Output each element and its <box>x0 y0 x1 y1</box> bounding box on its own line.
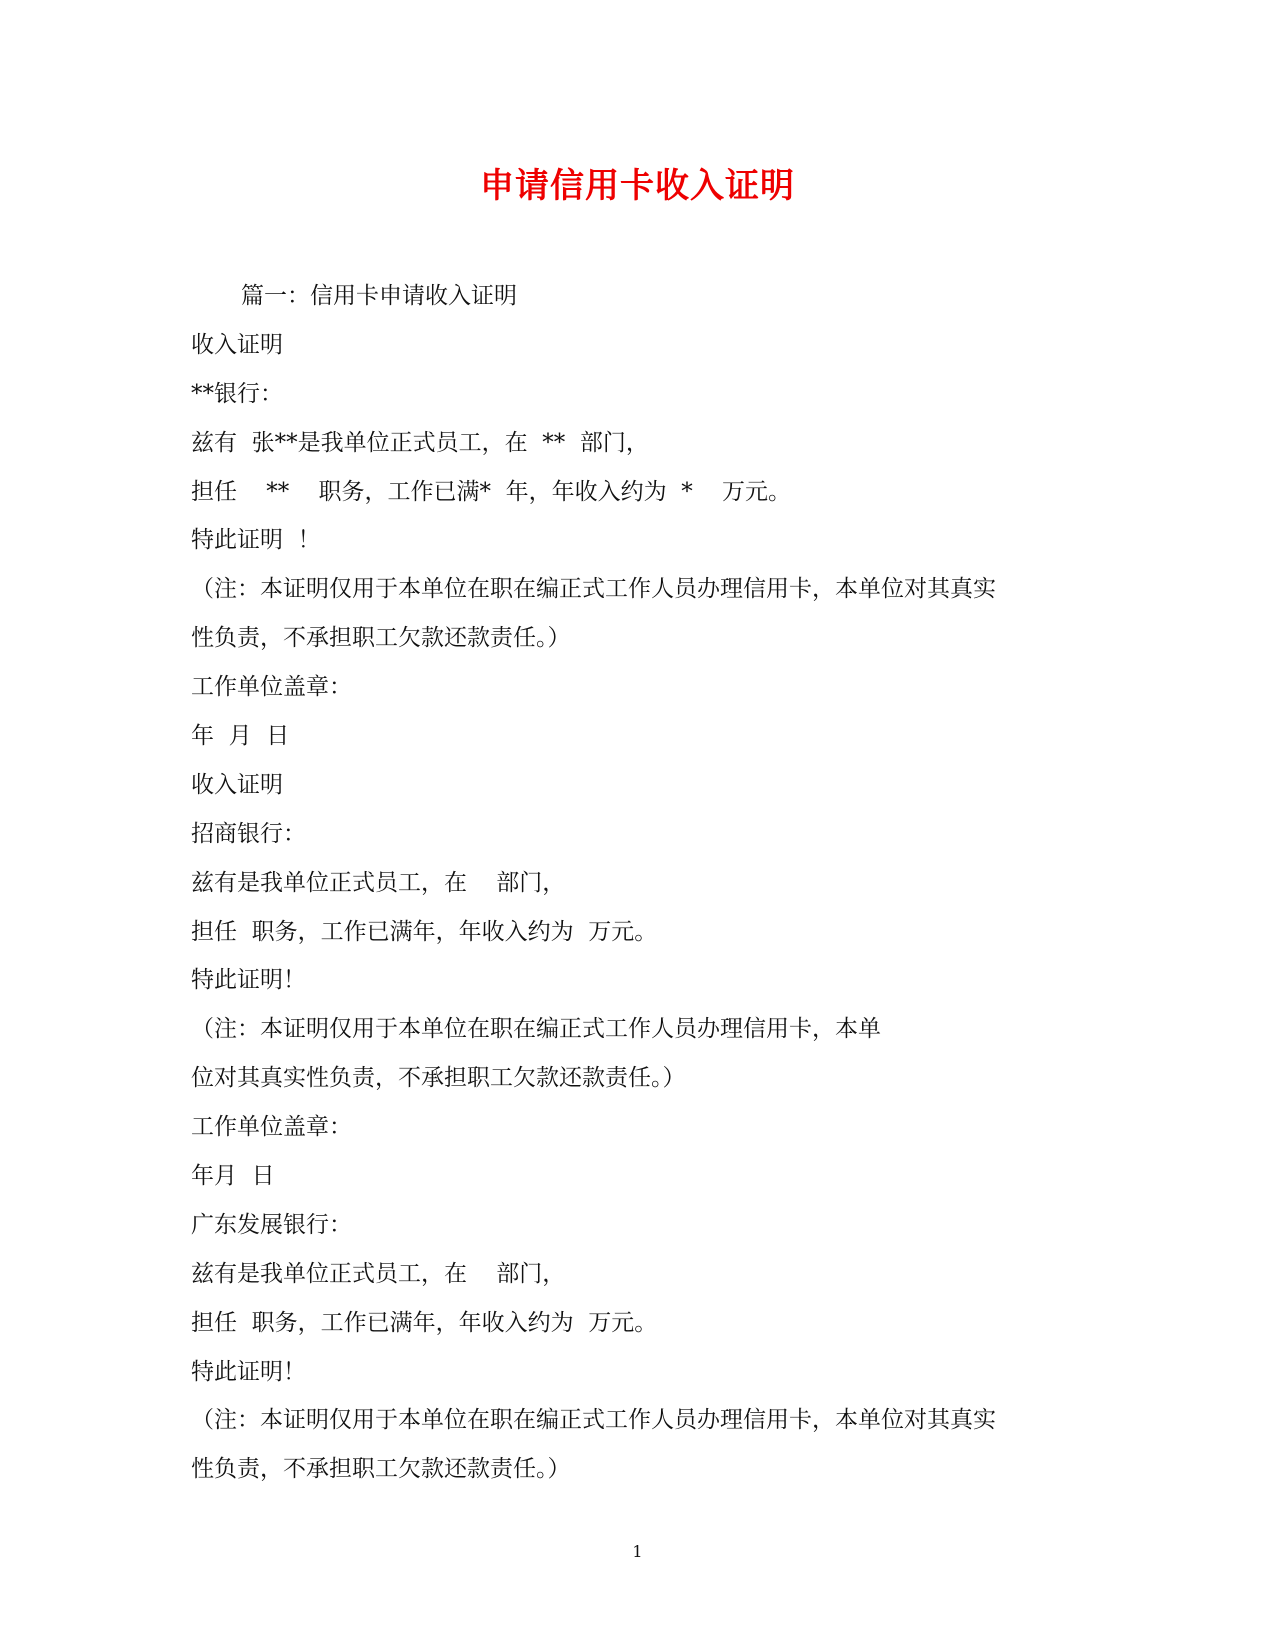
bank-addressee: 广东发展银行： <box>191 1211 352 1238</box>
document-title: 申请信用卡收入证明 <box>480 166 795 206</box>
company-seal-line: 工作单位盖章： <box>191 1114 352 1141</box>
bank-addressee: **银行： <box>191 380 283 407</box>
position-income-statement: 担任 职务，工作已满年，年收入约为 万元。 <box>191 918 658 945</box>
certification-line: 特此证明 ！ <box>191 527 321 554</box>
note-line: （注：本证明仅用于本单位在职在编正式工作人员办理信用卡，本单位对其真实 <box>191 576 996 603</box>
employee-statement: 兹有是我单位正式员工，在 部门， <box>191 869 566 896</box>
note-line: （注：本证明仅用于本单位在职在编正式工作人员办理信用卡，本单 <box>191 1016 881 1043</box>
section-heading: 篇一：信用卡申请收入证明 <box>241 283 517 309</box>
company-seal-line: 工作单位盖章： <box>191 674 352 701</box>
position-income-statement: 担任 ** 职务，工作已满* 年，年收入约为 * 万元。 <box>191 478 791 505</box>
certificate-heading: 收入证明 <box>191 771 283 798</box>
note-line: 性负责，不承担职工欠款还款责任。） <box>191 625 571 652</box>
note-line: 位对其真实性负责，不承担职工欠款还款责任。） <box>191 1065 686 1092</box>
note-line: （注：本证明仅用于本单位在职在编正式工作人员办理信用卡，本单位对其真实 <box>191 1407 996 1434</box>
date-line: 年月 日 <box>191 1163 275 1190</box>
employee-statement: 兹有是我单位正式员工，在 部门， <box>191 1260 566 1287</box>
position-income-statement: 担任 职务，工作已满年，年收入约为 万元。 <box>191 1309 658 1336</box>
document-body <box>191 272 1091 1494</box>
employee-statement: 兹有 张**是我单位正式员工，在 ** 部门， <box>191 429 649 456</box>
date-line: 年 月 日 <box>191 723 290 750</box>
certificate-heading: 收入证明 <box>191 331 283 358</box>
note-line: 性负责，不承担职工欠款还款责任。） <box>191 1456 571 1483</box>
page-number: 1 <box>632 1542 643 1561</box>
bank-addressee: 招商银行： <box>191 820 306 847</box>
certification-line: 特此证明！ <box>191 967 306 994</box>
certification-line: 特此证明！ <box>191 1358 306 1385</box>
